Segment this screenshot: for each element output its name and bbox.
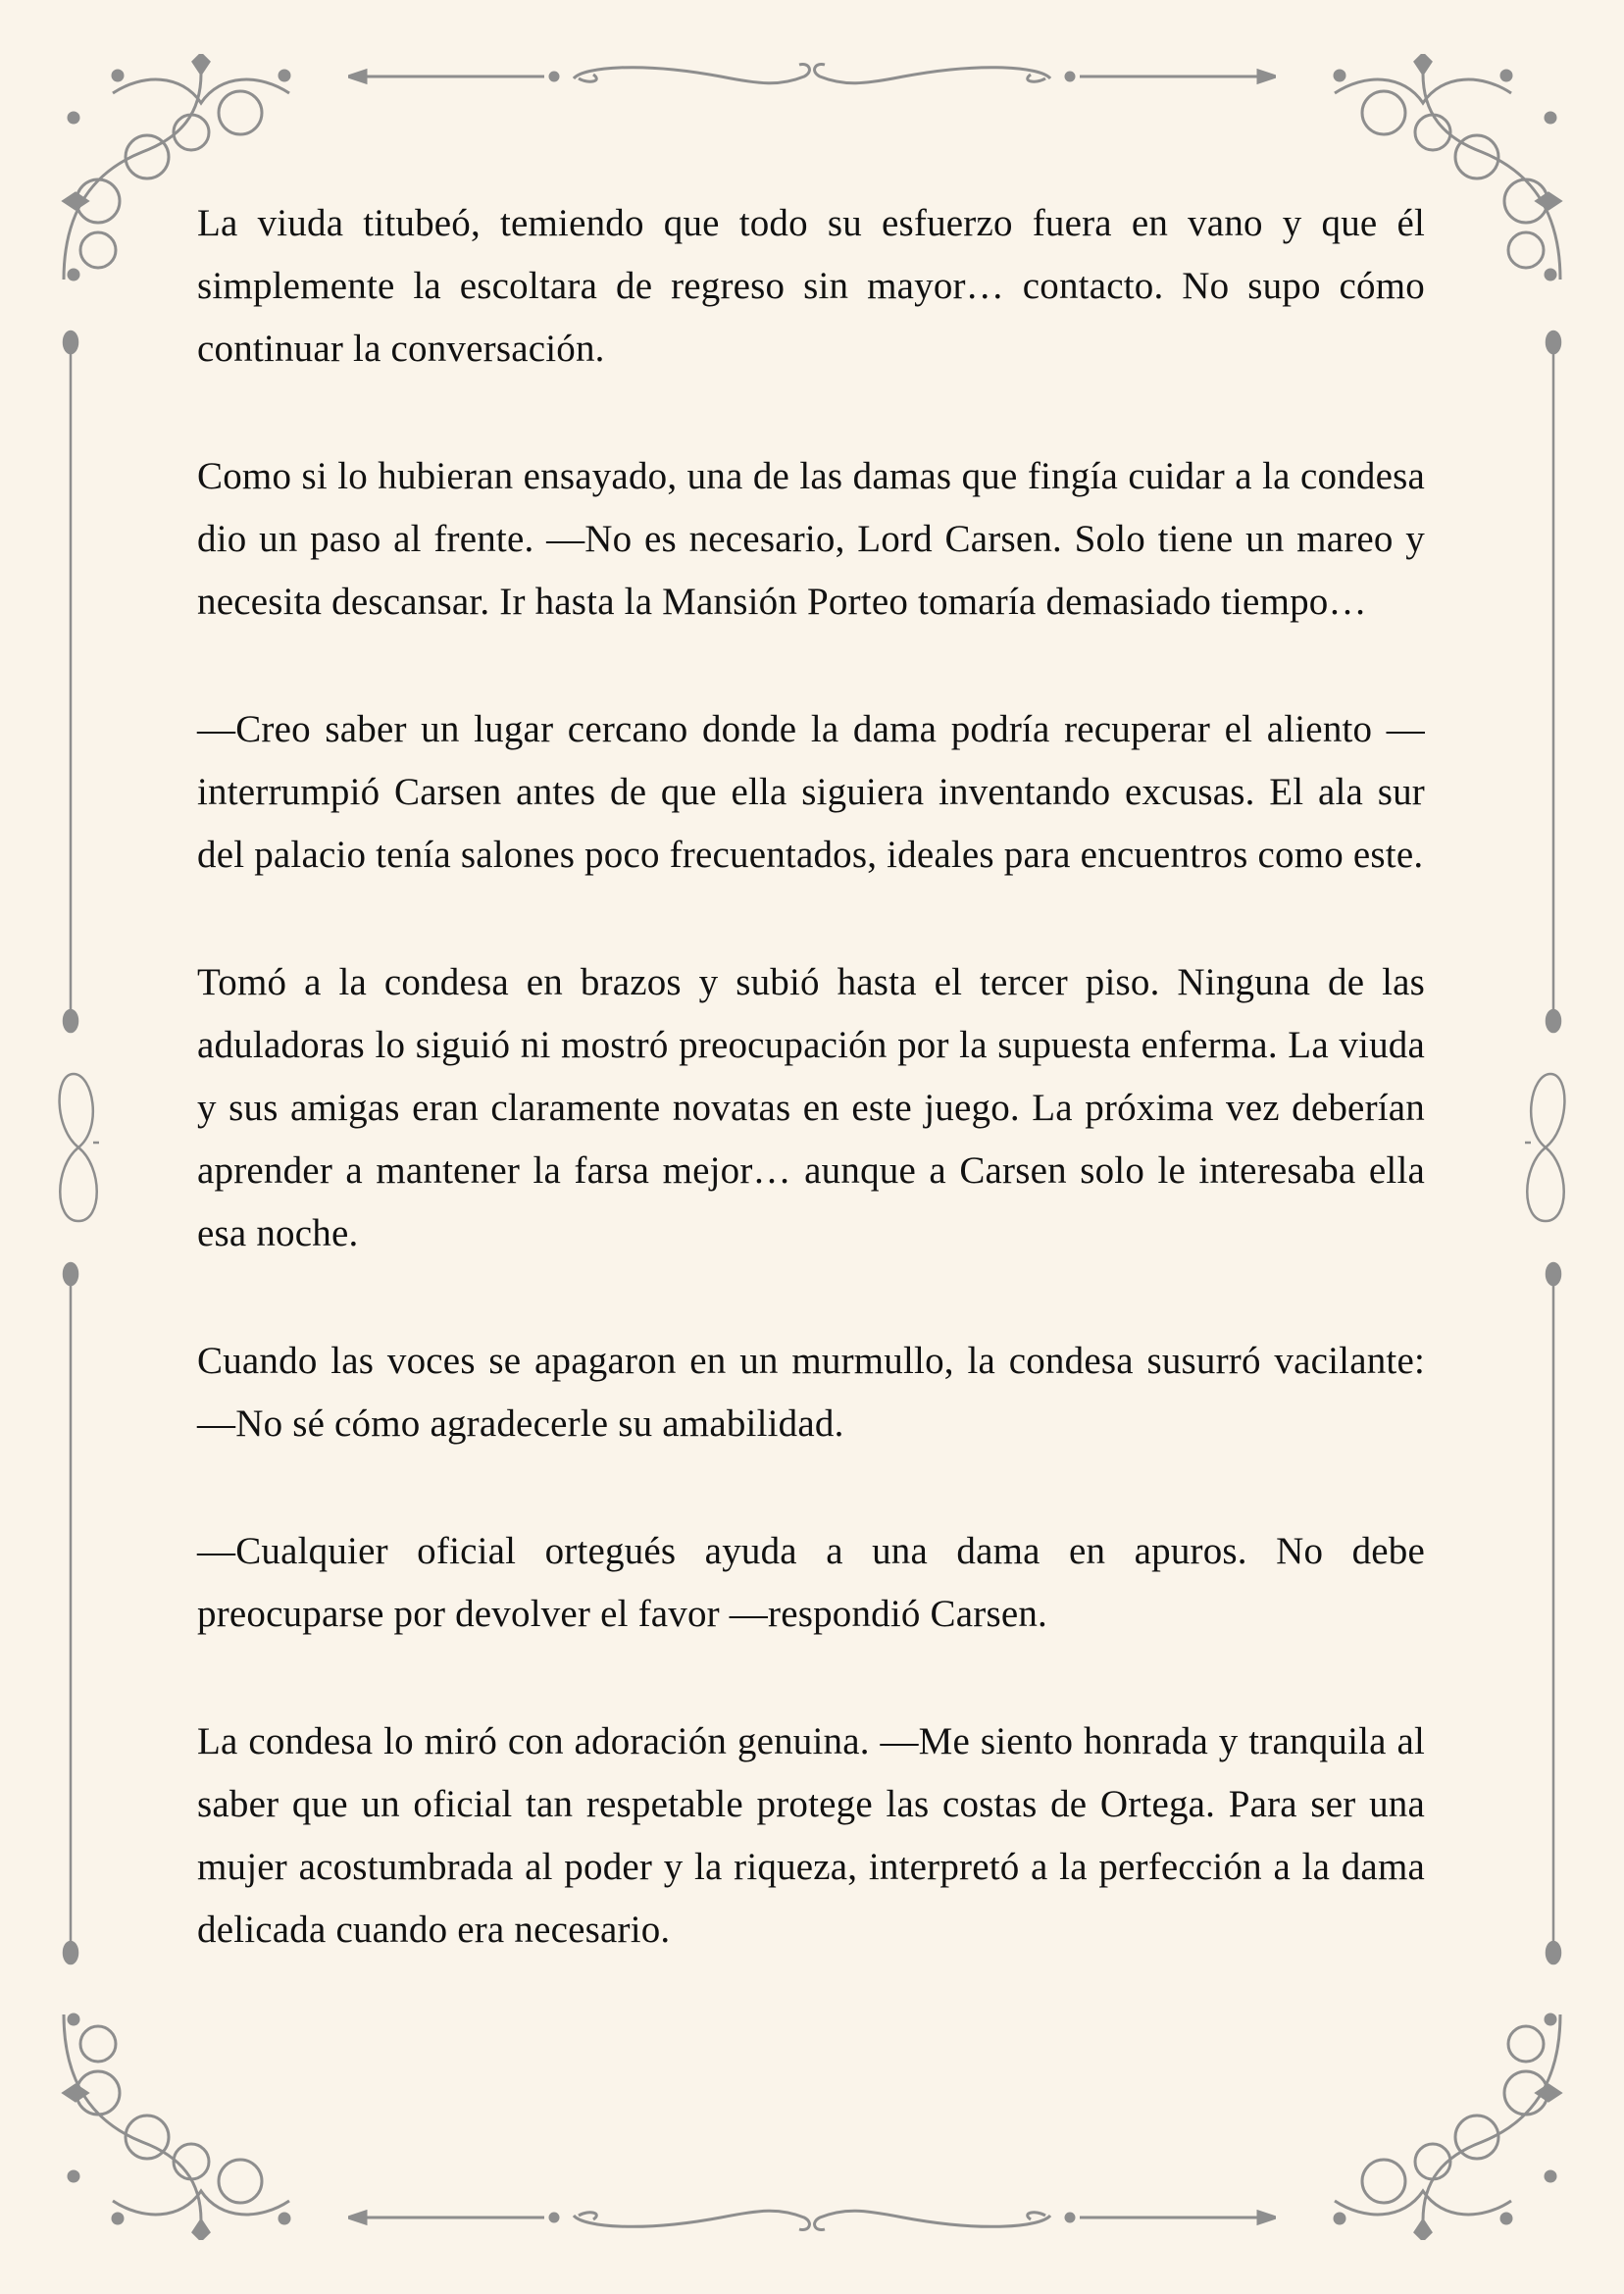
side-rule-icon [61,1260,80,1966]
corner-flourish-icon [54,2005,309,2240]
paragraph: —Creo saber un lugar cercano donde la dama podría recuperar el aliento —interrumpió Carsen antes de que ella siguiera inventando excusas. El ala sur del palacio tenía salones poco frecuentados, ideales para encuentros como este. [197,708,1425,876]
body-text [197,192,1425,1962]
top-divider-flourish-icon [348,57,1276,96]
infinity-knot-icon [49,1069,108,1226]
paragraph: Como si lo hubieran ensayado, una de las damas que fingía cuidar a la condesa dio un paso al frente. —No es necesario, Lord Carsen. Solo tiene un mareo y necesita descansar. Ir hasta la Mansión Porteo tomaría demasiado tiempo… [197,455,1425,623]
paragraph: —Cualquier oficial ortegués ayuda a una dama en apuros. No debe preocuparse por devolver el favor —respondió Carsen. [197,1530,1425,1635]
infinity-knot-icon [1516,1069,1575,1226]
paragraph: La viuda titubeó, temiendo que todo su esfuerzo fuera en vano y que él simplemente la escoltara de regreso sin mayor… contacto. No supo cómo continuar la conversación. [197,202,1425,370]
paragraph: Tomó a la condesa en brazos y subió hasta el tercer piso. Ninguna de las aduladoras lo siguió ni mostró preocupación por la supuesta enferma. La viuda y sus amigas eran claramente novatas en este juego. La próxima vez deberían aprender a mantener la farsa mejor… aunque a Carsen solo le interesaba ella esa noche. [197,961,1425,1254]
corner-flourish-icon [1315,2005,1570,2240]
paragraph: Cuando las voces se apagaron en un murmullo, la condesa susurró vacilante: —No sé cómo agradecerle su amabilidad. [197,1340,1425,1445]
bottom-divider-flourish-icon [348,2198,1276,2237]
side-rule-icon [61,329,80,1035]
side-rule-icon [1544,1260,1563,1966]
paragraph: La condesa lo miró con adoración genuina. —Me siento honrada y tranquila al saber que un oficial tan respetable protege las costas de Ortega. Para ser una mujer acostumbrada al poder y la riqueza, interpretó a la perfección a la dama delicada cuando era necesario. [197,1720,1425,1951]
side-rule-icon [1544,329,1563,1035]
